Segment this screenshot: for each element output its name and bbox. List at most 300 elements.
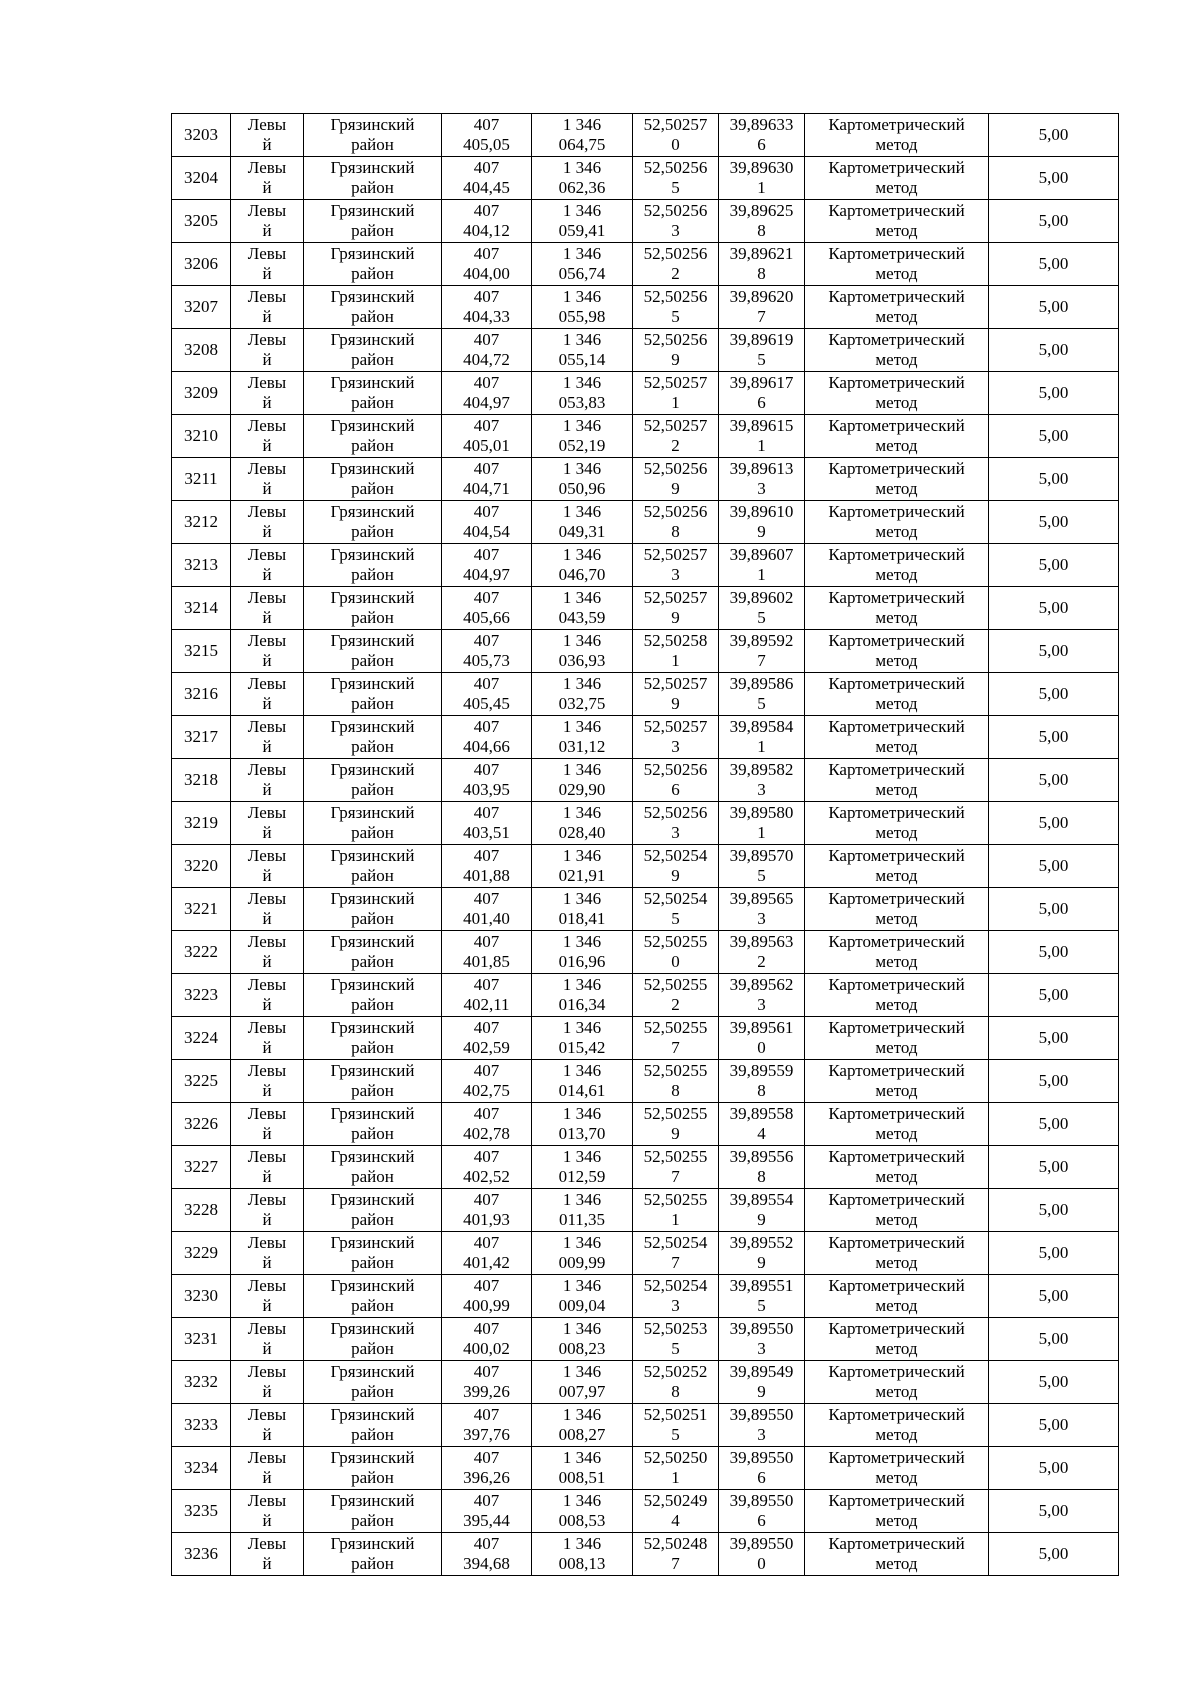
error-cell-text: 5,00 [1038,254,1069,273]
x-coordinate-cell [442,286,532,329]
method-cell [805,200,989,243]
method-cell-text: Картометрический метод [828,244,965,283]
side-cell [231,372,304,415]
point-number-cell [172,157,231,200]
x-coordinate-cell-text: 407 403,95 [463,760,510,799]
error-cell-text: 5,00 [1038,1200,1069,1219]
x-coordinate-cell [442,931,532,974]
method-cell-text: Картометрический метод [828,158,965,197]
longitude-cell [719,630,805,673]
longitude-cell-text: 39,895801 [729,803,794,842]
district-cell [304,931,442,974]
district-cell [304,1533,442,1576]
table-row [172,587,1119,630]
point-number-cell-text: 3225 [184,1071,218,1090]
point-number-cell [172,329,231,372]
longitude-cell-text: 39,896151 [729,416,794,455]
method-cell-text: Картометрический метод [828,932,965,971]
point-number-cell [172,845,231,888]
latitude-cell-text: 52,502572 [643,416,708,455]
x-coordinate-cell-text: 407 397,76 [463,1405,510,1444]
x-coordinate-cell-text: 407 394,68 [463,1534,510,1573]
y-coordinate-cell-text: 1 346 008,13 [558,1534,606,1573]
y-coordinate-cell [532,1361,633,1404]
y-coordinate-cell-text: 1 346 018,41 [558,889,606,928]
longitude-cell-text: 39,896336 [729,115,794,154]
district-cell [304,501,442,544]
longitude-cell-text: 39,895865 [729,674,794,713]
longitude-cell-text: 39,895841 [729,717,794,756]
side-cell [231,286,304,329]
x-coordinate-cell [442,1232,532,1275]
point-number-cell [172,1146,231,1189]
error-cell [989,587,1119,630]
side-cell-text: Левый [247,244,287,283]
error-cell-text: 5,00 [1038,727,1069,746]
error-cell-text: 5,00 [1038,297,1069,316]
method-cell-text: Картометрический метод [828,1491,965,1530]
side-cell [231,1017,304,1060]
longitude-cell-text: 39,895529 [729,1233,794,1272]
district-cell [304,286,442,329]
y-coordinate-cell [532,630,633,673]
error-cell-text: 5,00 [1038,1071,1069,1090]
x-coordinate-cell-text: 407 401,40 [463,889,510,928]
longitude-cell [719,1447,805,1490]
point-number-cell-text: 3210 [184,426,218,445]
method-cell-text: Картометрический метод [828,588,965,627]
district-cell [304,673,442,716]
point-number-cell-text: 3218 [184,770,218,789]
x-coordinate-cell-text: 407 405,66 [463,588,510,627]
table-row [172,200,1119,243]
error-cell-text: 5,00 [1038,813,1069,832]
point-number-cell-text: 3207 [184,297,218,316]
method-cell-text: Картометрический метод [828,1276,965,1315]
error-cell [989,716,1119,759]
error-cell-text: 5,00 [1038,168,1069,187]
method-cell [805,157,989,200]
error-cell-text: 5,00 [1038,1329,1069,1348]
side-cell [231,931,304,974]
point-number-cell-text: 3226 [184,1114,218,1133]
point-number-cell-text: 3214 [184,598,218,617]
x-coordinate-cell [442,802,532,845]
y-coordinate-cell-text: 1 346 036,93 [558,631,606,670]
error-cell-text: 5,00 [1038,1028,1069,1047]
latitude-cell [633,1189,719,1232]
side-cell [231,1533,304,1576]
latitude-cell [633,630,719,673]
latitude-cell-text: 52,502573 [643,717,708,756]
latitude-cell-text: 52,502543 [643,1276,708,1315]
error-cell [989,845,1119,888]
point-number-cell-text: 3221 [184,899,218,918]
error-cell [989,1490,1119,1533]
point-number-cell [172,243,231,286]
latitude-cell-text: 52,502551 [643,1190,708,1229]
latitude-cell [633,1146,719,1189]
error-cell [989,243,1119,286]
point-number-cell [172,372,231,415]
x-coordinate-cell-text: 407 400,99 [463,1276,510,1315]
table-row [172,630,1119,673]
point-number-cell [172,1533,231,1576]
table-row [172,716,1119,759]
point-number-cell [172,415,231,458]
latitude-cell [633,200,719,243]
point-number-cell-text: 3211 [184,469,218,488]
method-cell [805,458,989,501]
point-number-cell [172,1060,231,1103]
district-cell-text: Грязинский район [330,1276,415,1315]
y-coordinate-cell [532,1189,633,1232]
point-number-cell [172,1404,231,1447]
x-coordinate-cell-text: 407 404,97 [463,373,510,412]
point-number-cell-text: 3223 [184,985,218,1004]
table-row [172,501,1119,544]
error-cell-text: 5,00 [1038,1114,1069,1133]
district-cell-text: Грязинский район [330,1233,415,1272]
method-cell [805,1533,989,1576]
y-coordinate-cell-text: 1 346 008,53 [558,1491,606,1530]
side-cell-text: Левый [247,1319,287,1358]
y-coordinate-cell [532,1017,633,1060]
side-cell-text: Левый [247,760,287,799]
table-row [172,1146,1119,1189]
y-coordinate-cell-text: 1 346 014,61 [558,1061,606,1100]
point-number-cell-text: 3205 [184,211,218,230]
side-cell [231,1189,304,1232]
x-coordinate-cell-text: 407 404,66 [463,717,510,756]
x-coordinate-cell [442,630,532,673]
latitude-cell [633,1404,719,1447]
district-cell-text: Грязинский район [330,975,415,1014]
point-number-cell-text: 3231 [184,1329,218,1348]
latitude-cell [633,114,719,157]
method-cell [805,544,989,587]
y-coordinate-cell-text: 1 346 046,70 [558,545,606,584]
district-cell [304,458,442,501]
side-cell [231,1404,304,1447]
x-coordinate-cell [442,587,532,630]
district-cell [304,200,442,243]
x-coordinate-cell-text: 407 404,12 [463,201,510,240]
y-coordinate-cell [532,974,633,1017]
district-cell-text: Грязинский район [330,1448,415,1487]
y-coordinate-cell [532,1318,633,1361]
error-cell [989,630,1119,673]
error-cell-text: 5,00 [1038,942,1069,961]
longitude-cell-text: 39,895506 [729,1448,794,1487]
x-coordinate-cell [442,1318,532,1361]
method-cell [805,1404,989,1447]
district-cell [304,1361,442,1404]
longitude-cell [719,1404,805,1447]
district-cell-text: Грязинский район [330,1104,415,1143]
x-coordinate-cell-text: 407 401,93 [463,1190,510,1229]
side-cell [231,759,304,802]
error-cell-text: 5,00 [1038,1458,1069,1477]
latitude-cell-text: 52,502494 [643,1491,708,1530]
method-cell-text: Картометрический метод [828,975,965,1014]
method-cell [805,1232,989,1275]
y-coordinate-cell [532,673,633,716]
longitude-cell [719,372,805,415]
x-coordinate-cell-text: 407 404,97 [463,545,510,584]
latitude-cell [633,1490,719,1533]
x-coordinate-cell [442,200,532,243]
y-coordinate-cell-text: 1 346 007,97 [558,1362,606,1401]
longitude-cell [719,286,805,329]
district-cell-text: Грязинский район [330,1190,415,1229]
x-coordinate-cell [442,673,532,716]
side-cell-text: Левый [247,330,287,369]
longitude-cell [719,114,805,157]
method-cell [805,1490,989,1533]
table-row [172,802,1119,845]
y-coordinate-cell-text: 1 346 064,75 [558,115,606,154]
method-cell-text: Картометрический метод [828,1405,965,1444]
table-row [172,1103,1119,1146]
district-cell-text: Грязинский район [330,846,415,885]
table-row [172,544,1119,587]
table-row [172,1318,1119,1361]
point-number-cell-text: 3228 [184,1200,218,1219]
longitude-cell-text: 39,896071 [729,545,794,584]
point-number-cell [172,458,231,501]
latitude-cell [633,1361,719,1404]
error-cell-text: 5,00 [1038,512,1069,531]
side-cell-text: Левый [247,201,287,240]
side-cell [231,1060,304,1103]
side-cell-text: Левый [247,459,287,498]
district-cell [304,114,442,157]
latitude-cell-text: 52,502570 [643,115,708,154]
point-number-cell-text: 3224 [184,1028,218,1047]
y-coordinate-cell-text: 1 346 016,34 [558,975,606,1014]
district-cell-text: Грязинский район [330,1147,415,1186]
error-cell [989,974,1119,1017]
x-coordinate-cell [442,1060,532,1103]
y-coordinate-cell [532,501,633,544]
method-cell [805,372,989,415]
error-cell-text: 5,00 [1038,340,1069,359]
method-cell-text: Картометрический метод [828,760,965,799]
method-cell-text: Картометрический метод [828,545,965,584]
error-cell-text: 5,00 [1038,1286,1069,1305]
latitude-cell-text: 52,502487 [643,1534,708,1573]
error-cell-text: 5,00 [1038,125,1069,144]
longitude-cell [719,1017,805,1060]
y-coordinate-cell-text: 1 346 008,23 [558,1319,606,1358]
y-coordinate-cell [532,587,633,630]
point-number-cell-text: 3206 [184,254,218,273]
district-cell [304,759,442,802]
method-cell-text: Картометрический метод [828,416,965,455]
point-number-cell-text: 3222 [184,942,218,961]
x-coordinate-cell [442,1490,532,1533]
side-cell-text: Левый [247,287,287,326]
side-cell [231,458,304,501]
side-cell [231,1447,304,1490]
y-coordinate-cell-text: 1 346 021,91 [558,846,606,885]
table-row [172,114,1119,157]
latitude-cell-text: 52,502547 [643,1233,708,1272]
x-coordinate-cell [442,544,532,587]
side-cell-text: Левый [247,674,287,713]
y-coordinate-cell [532,1533,633,1576]
x-coordinate-cell-text: 407 404,00 [463,244,510,283]
method-cell [805,888,989,931]
side-cell [231,802,304,845]
method-cell-text: Картометрический метод [828,373,965,412]
latitude-cell-text: 52,502563 [643,201,708,240]
x-coordinate-cell [442,1361,532,1404]
point-number-cell [172,630,231,673]
longitude-cell [719,1533,805,1576]
method-cell [805,1060,989,1103]
side-cell [231,544,304,587]
latitude-cell-text: 52,502565 [643,158,708,197]
point-number-cell [172,1189,231,1232]
error-cell [989,286,1119,329]
table-row [172,329,1119,372]
district-cell [304,587,442,630]
latitude-cell [633,415,719,458]
longitude-cell-text: 39,895823 [729,760,794,799]
error-cell [989,329,1119,372]
table-row [172,931,1119,974]
method-cell [805,587,989,630]
y-coordinate-cell [532,1447,633,1490]
side-cell-text: Левый [247,1405,287,1444]
table-row [172,415,1119,458]
x-coordinate-cell-text: 407 404,54 [463,502,510,541]
longitude-cell-text: 39,895568 [729,1147,794,1186]
table-row [172,673,1119,716]
district-cell-text: Грязинский район [330,1534,415,1573]
y-coordinate-cell-text: 1 346 062,36 [558,158,606,197]
longitude-cell-text: 39,895503 [729,1405,794,1444]
longitude-cell-text: 39,896218 [729,244,794,283]
x-coordinate-cell [442,1275,532,1318]
side-cell-text: Левый [247,717,287,756]
y-coordinate-cell [532,114,633,157]
side-cell-text: Левый [247,416,287,455]
longitude-cell-text: 39,895499 [729,1362,794,1401]
x-coordinate-cell-text: 407 404,33 [463,287,510,326]
latitude-cell-text: 52,502565 [643,287,708,326]
side-cell-text: Левый [247,588,287,627]
longitude-cell-text: 39,896176 [729,373,794,412]
x-coordinate-cell-text: 407 405,05 [463,115,510,154]
method-cell-text: Картометрический метод [828,201,965,240]
error-cell [989,1318,1119,1361]
point-number-cell [172,716,231,759]
side-cell-text: Левый [247,1276,287,1315]
latitude-cell-text: 52,502550 [643,932,708,971]
x-coordinate-cell-text: 407 400,02 [463,1319,510,1358]
latitude-cell-text: 52,502557 [643,1018,708,1057]
longitude-cell [719,200,805,243]
point-number-cell [172,931,231,974]
error-cell [989,1103,1119,1146]
y-coordinate-cell-text: 1 346 029,90 [558,760,606,799]
latitude-cell-text: 52,502535 [643,1319,708,1358]
x-coordinate-cell-text: 407 401,85 [463,932,510,971]
x-coordinate-cell-text: 407 404,72 [463,330,510,369]
y-coordinate-cell-text: 1 346 016,96 [558,932,606,971]
district-cell-text: Грязинский район [330,158,415,197]
longitude-cell [719,888,805,931]
longitude-cell-text: 39,896258 [729,201,794,240]
point-number-cell [172,1490,231,1533]
latitude-cell-text: 52,502579 [643,588,708,627]
x-coordinate-cell-text: 407 402,78 [463,1104,510,1143]
side-cell-text: Левый [247,803,287,842]
x-coordinate-cell-text: 407 402,59 [463,1018,510,1057]
error-cell [989,673,1119,716]
point-number-cell [172,114,231,157]
x-coordinate-cell [442,1146,532,1189]
table-row [172,1361,1119,1404]
longitude-cell-text: 39,895610 [729,1018,794,1057]
table-body [172,114,1119,1576]
x-coordinate-cell-text: 407 405,45 [463,674,510,713]
side-cell-text: Левый [247,1018,287,1057]
error-cell [989,157,1119,200]
side-cell [231,716,304,759]
district-cell [304,1060,442,1103]
table-row [172,1533,1119,1576]
longitude-cell-text: 39,896109 [729,502,794,541]
y-coordinate-cell-text: 1 346 009,04 [558,1276,606,1315]
latitude-cell [633,372,719,415]
longitude-cell [719,1318,805,1361]
side-cell [231,1103,304,1146]
district-cell [304,1490,442,1533]
y-coordinate-cell [532,716,633,759]
longitude-cell [719,1146,805,1189]
method-cell-text: Картометрический метод [828,1190,965,1229]
error-cell [989,1533,1119,1576]
method-cell-text: Картометрический метод [828,502,965,541]
district-cell-text: Грязинский район [330,1061,415,1100]
point-number-cell [172,1275,231,1318]
y-coordinate-cell-text: 1 346 059,41 [558,201,606,240]
side-cell [231,200,304,243]
point-number-cell [172,759,231,802]
y-coordinate-cell-text: 1 346 049,31 [558,502,606,541]
longitude-cell [719,157,805,200]
y-coordinate-cell-text: 1 346 013,70 [558,1104,606,1143]
side-cell [231,630,304,673]
error-cell [989,372,1119,415]
error-cell [989,802,1119,845]
error-cell-text: 5,00 [1038,1501,1069,1520]
method-cell [805,1318,989,1361]
method-cell-text: Картометрический метод [828,717,965,756]
method-cell [805,243,989,286]
longitude-cell-text: 39,895549 [729,1190,794,1229]
latitude-cell [633,802,719,845]
side-cell [231,157,304,200]
longitude-cell [719,243,805,286]
table-row [172,458,1119,501]
error-cell [989,888,1119,931]
method-cell [805,802,989,845]
